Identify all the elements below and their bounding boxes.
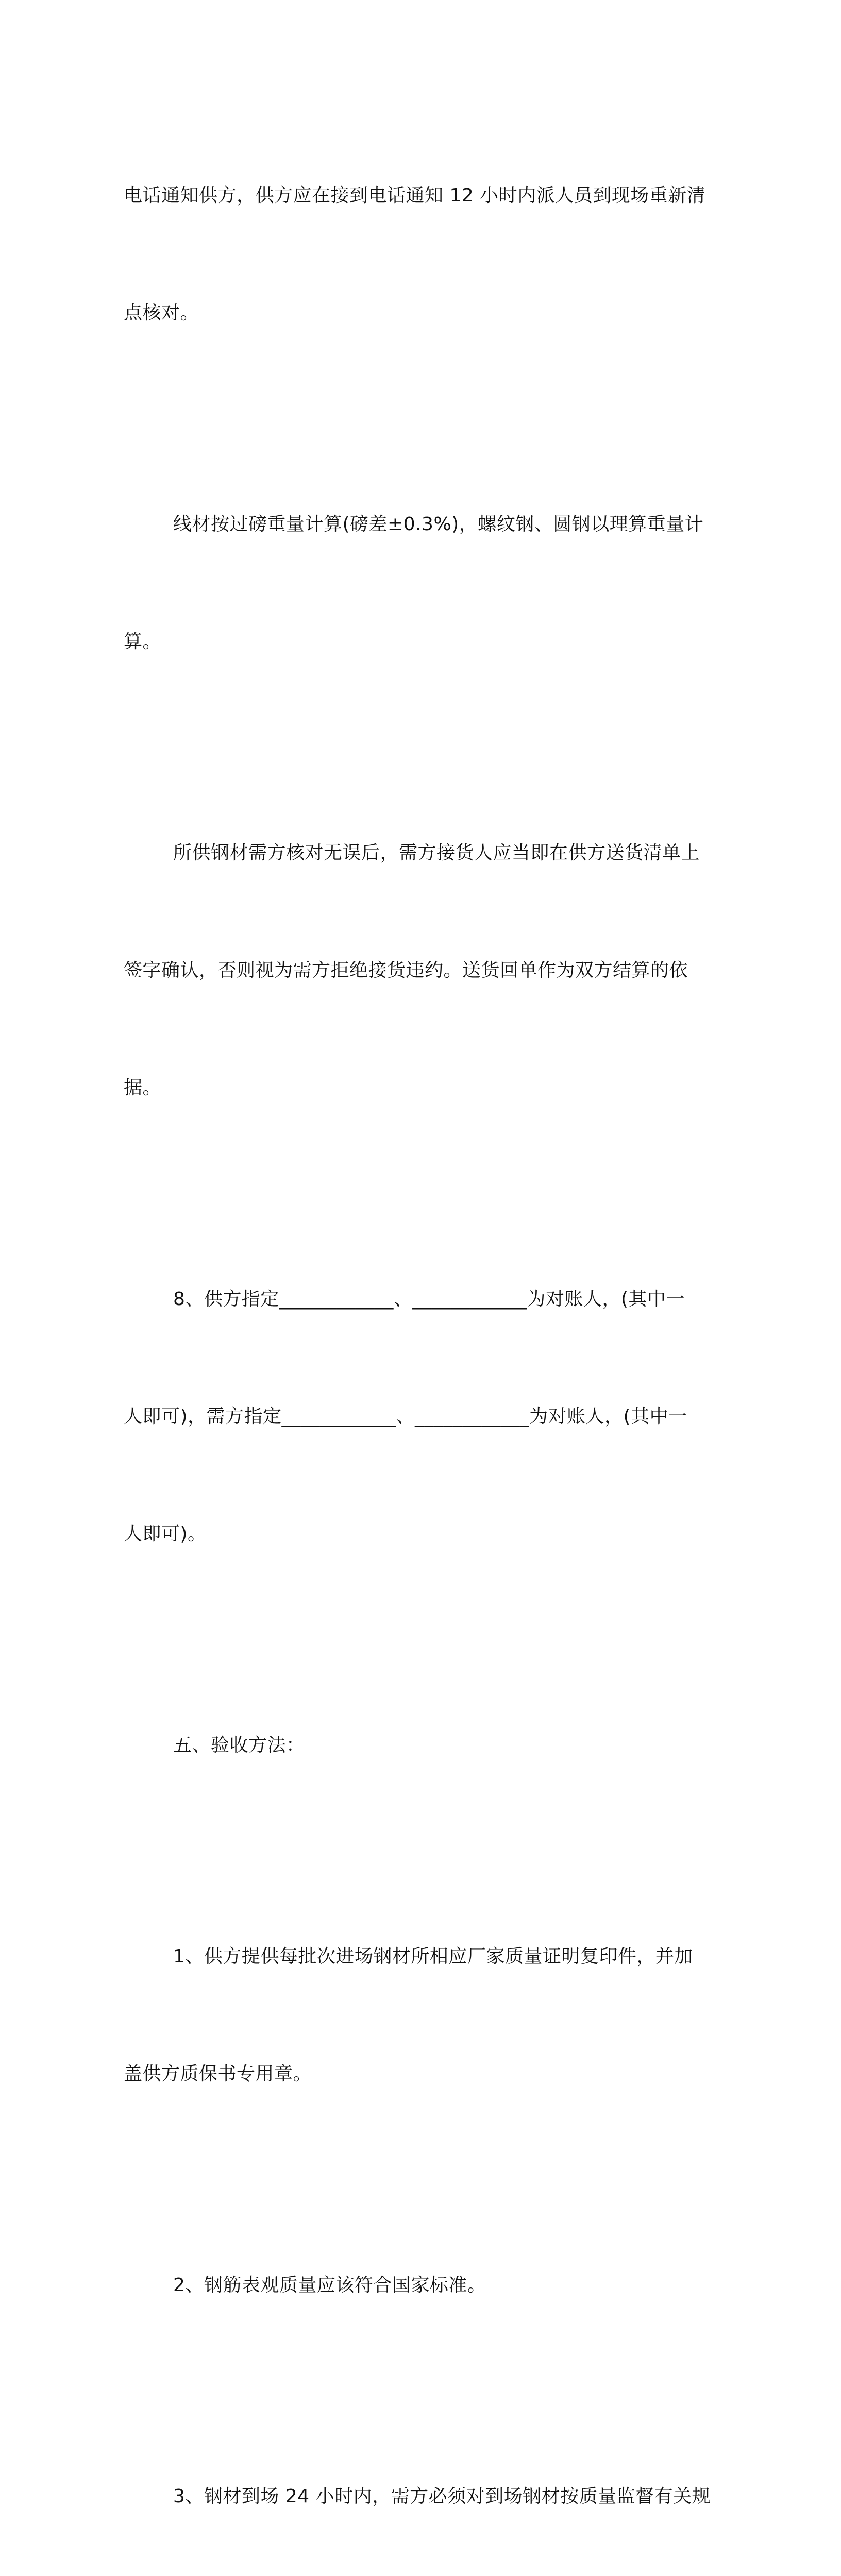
text-line: 签字确认，否则视为需方拒绝接货违约。送货回单作为双方结算的依: [124, 960, 688, 981]
text-line: 点核对。: [124, 302, 199, 324]
paragraph-continuation: [124, 98, 716, 411]
text-line: 3、钢材到场 24 小时内，需方必须对到场钢材按质量监督有关规: [173, 2486, 711, 2507]
text-line: 电话通知供方，供方应在接到电话通知 12 小时内派人员到现场重新清: [124, 185, 706, 206]
paragraph-item-2: [124, 2188, 716, 2383]
text-line: 线材按过磅重量计算(磅差±0.3%)，螺纹钢、圆钢以理算重量计: [173, 514, 704, 535]
paragraph-receipt-confirmation: [124, 755, 716, 1186]
text-line: 据。: [124, 1077, 162, 1098]
document-body: [124, 98, 716, 2576]
section-heading-acceptance: [124, 1648, 716, 1843]
section-heading: 五、验收方法：: [173, 1735, 305, 1756]
paragraph-item-1: [124, 1859, 716, 2172]
text-line: 所供钢材需方核对无误后，需方接货人应当即在供方送货清单上: [173, 842, 700, 863]
paragraph-reconciliation-contacts: [124, 1201, 716, 1632]
text-line: 人即可)，需方指定____________、____________为对账人，(其中一: [124, 1406, 687, 1427]
text-line: 8、供方指定____________、____________为对账人，(其中一: [173, 1289, 685, 1310]
text-line: 1、供方提供每批次进场钢材所相应厂家质量证明复印件，并加: [173, 1946, 693, 1967]
text-line: 算。: [124, 631, 162, 652]
paragraph-item-3: [124, 2399, 716, 2576]
text-line: 盖供方质保书专用章。: [124, 2063, 312, 2084]
paragraph-weight-calculation: [124, 427, 716, 740]
text-line: 人即可)。: [124, 1523, 207, 1545]
text-line: 2、钢筋表观质量应该符合国家标准。: [173, 2275, 486, 2296]
